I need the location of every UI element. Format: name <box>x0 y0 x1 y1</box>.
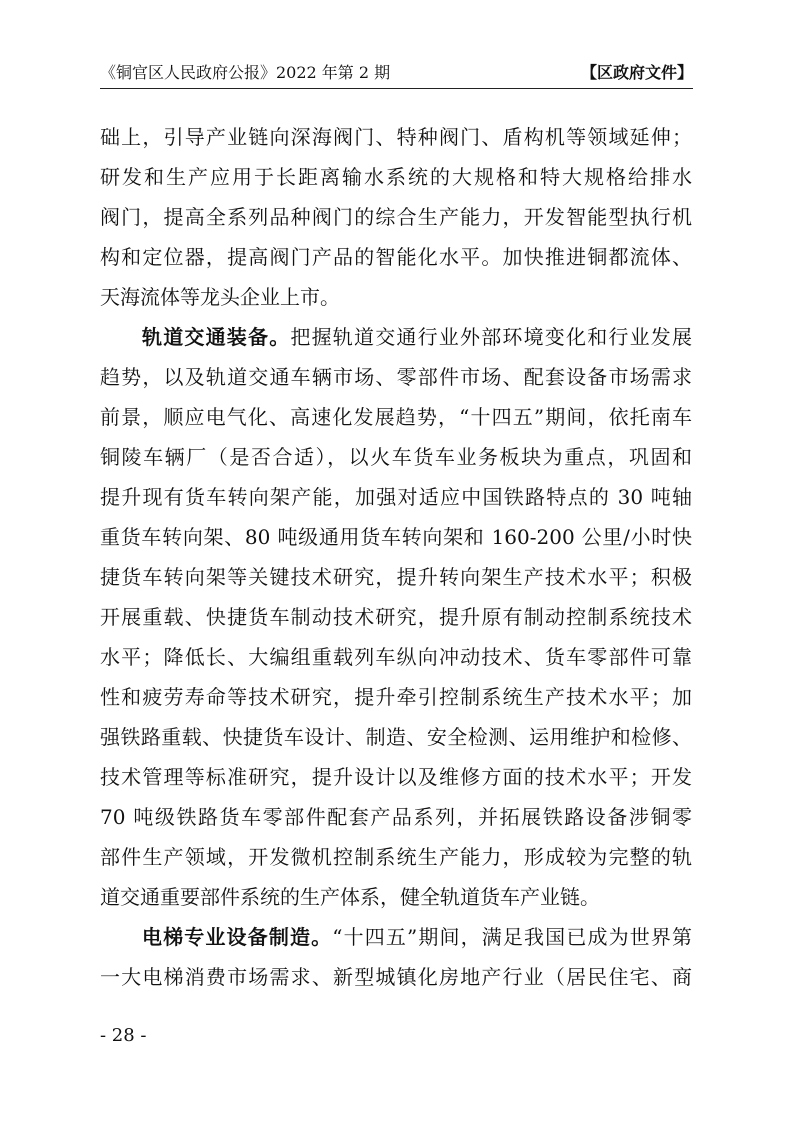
text-line: 性和疲劳寿命等技术研究，提升牵引控制系统生产技术水平；加 <box>100 685 692 709</box>
text-segment: 把握轨道交通行业外部环境变化和行业发展 <box>290 325 693 349</box>
paragraph-lead: 电梯专业设备制造。 <box>142 925 333 949</box>
text-line: 捷货车转向架等关键技术研究，提升转向架生产技术水平；积极 <box>100 565 692 589</box>
text-line: 开展重载、快捷货车制动技术研究，提升原有制动控制系统技术 <box>100 605 692 629</box>
text-line: 水平；降低长、大编组重载列车纵向冲动技术、货车零部件可靠 <box>100 645 692 669</box>
text-line: 前景，顺应电气化、高速化发展趋势，“十四五”期间，依托南车 <box>100 405 692 429</box>
text-line: 研发和生产应用于长距离输水系统的大规格和特大规格给排水 <box>100 165 692 189</box>
text-line: 技术管理等标准研究，提升设计以及维修方面的技术水平；开发 <box>100 765 692 789</box>
text-line: 础上，引导产业链向深海阀门、特种阀门、盾构机等领域延伸； <box>100 125 692 149</box>
text-line: 构和定位器，提高阀门产品的智能化水平。加快推进铜都流体、 <box>100 245 692 269</box>
paragraph-elevator <box>100 917 692 997</box>
gazette-title: 《铜官区人民政府公报》2022 年第 2 期 <box>100 63 391 82</box>
text-line: 一大电梯消费市场需求、新型城镇化房地产行业（居民住宅、商 <box>100 965 692 989</box>
paragraph-valves <box>100 117 692 317</box>
text-line: 70 吨级铁路货车零部件配套产品系列，并拓展铁路设备涉铜零 <box>100 805 692 829</box>
text-line: 强铁路重载、快捷货车设计、制造、安全检测、运用维护和检修、 <box>100 725 692 749</box>
section-label: 【区政府文件】 <box>580 63 693 82</box>
page-header <box>100 60 693 89</box>
text-line: 部件生产领域，开发微机控制系统生产能力，形成较为完整的轨 <box>100 845 692 869</box>
document-body <box>100 117 692 997</box>
paragraph-rail-transit <box>100 317 692 917</box>
paragraph-lead: 轨道交通装备。 <box>142 325 291 349</box>
text-line: 道交通重要部件系统的生产体系，健全轨道货车产业链。 <box>100 885 600 909</box>
text-line: 阀门，提高全系列品种阀门的综合生产能力，开发智能型执行机 <box>100 205 692 229</box>
text-line: 重货车转向架、80 吨级通用货车转向架和 160-200 公里/小时快 <box>100 525 692 549</box>
text-line: 天海流体等龙头企业上市。 <box>100 285 340 309</box>
text-line: 提升现有货车转向架产能，加强对适应中国铁路特点的 30 吨轴 <box>100 485 692 509</box>
text-segment: “十四五”期间，满足我国已成为世界第 <box>332 925 693 949</box>
text-line <box>100 917 692 957</box>
text-line: 铜陵车辆厂（是否合适），以火车货车业务板块为重点，巩固和 <box>100 445 692 469</box>
page-number: - 28 - <box>100 1025 147 1046</box>
text-line <box>100 317 692 357</box>
text-line: 趋势，以及轨道交通车辆市场、零部件市场、配套设备市场需求 <box>100 365 692 389</box>
